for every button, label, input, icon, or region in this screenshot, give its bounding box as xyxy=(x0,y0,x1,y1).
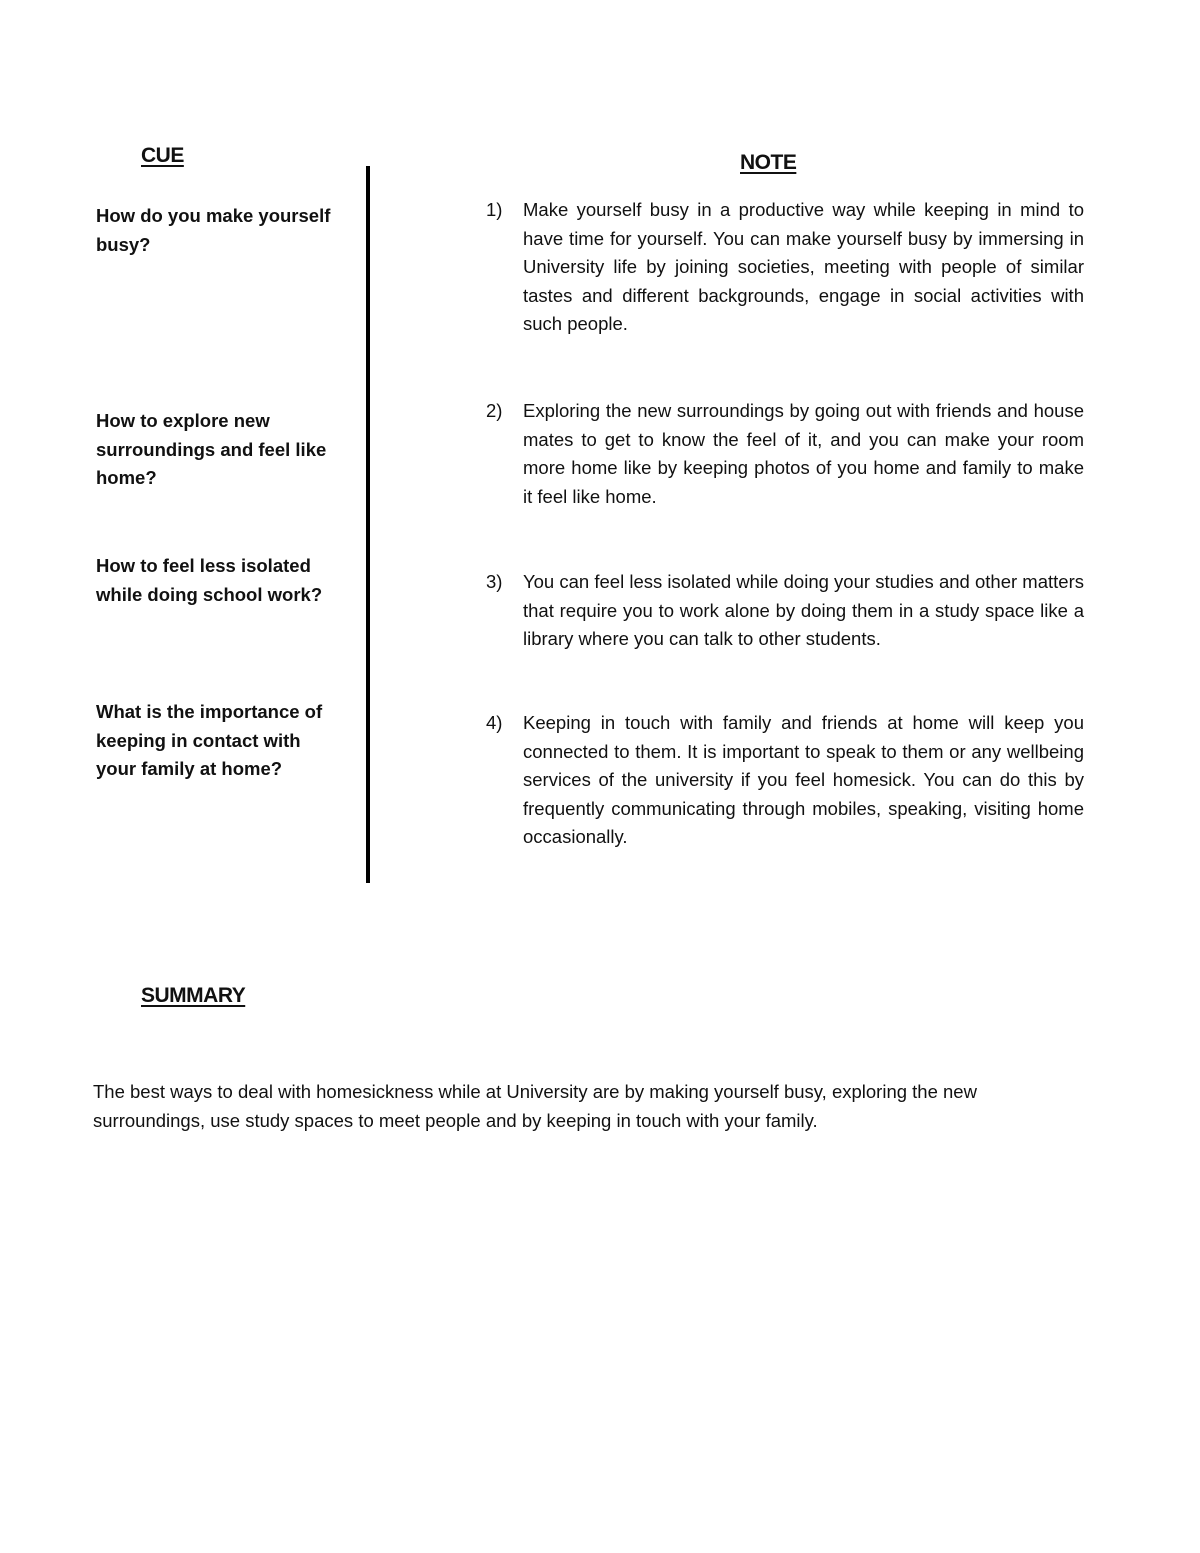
note-item-4 xyxy=(486,709,1084,852)
note-number: 4) xyxy=(486,712,503,733)
note-item-3 xyxy=(486,568,1084,654)
cue-question-2: How to explore new surroundings and feel like home? xyxy=(96,410,327,488)
note-text: Keeping in touch with family and friends at home will keep you connected to them. It is important to speak to them or any wellbeing services of the university if you feel homesick. You can do this by frequently communicating through mobiles, speaking, visiting home occasionally. xyxy=(523,712,1084,847)
note-text: You can feel less isolated while doing your studies and other matters that require you to work alone by doing them in a study space like a library where you can talk to other students. xyxy=(523,571,1084,649)
note-item-1 xyxy=(486,196,1084,339)
note-item-2 xyxy=(486,397,1084,511)
note-heading: NOTE xyxy=(740,151,797,174)
cue-question-1: How do you make yourself busy? xyxy=(96,205,331,255)
note-number: 1) xyxy=(486,199,503,220)
cue-question-3: How to feel less isolated while doing school work? xyxy=(96,555,323,605)
note-text: Make yourself busy in a productive way while keeping in mind to have time for yourself. You can make yourself busy by immersing in University life by joining societies, meeting with people of similar tastes and different backgrounds, engage in social activities with such people. xyxy=(523,199,1084,334)
cue-question-4: What is the importance of keeping in contact with your family at home? xyxy=(96,701,323,779)
note-number: 2) xyxy=(486,400,503,421)
note-number: 3) xyxy=(486,571,503,592)
column-divider xyxy=(366,166,370,883)
note-text: Exploring the new surroundings by going out with friends and house mates to get to know the feel of it, and you can make your room more home like by keeping photos of you home and family to make it feel like home. xyxy=(523,400,1084,507)
summary-text: The best ways to deal with homesickness while at University are by making yourself busy, exploring the new surroundings, use study spaces to meet people and by keeping in touch with your family. xyxy=(93,1081,977,1131)
summary-heading: SUMMARY xyxy=(141,984,246,1007)
cue-heading: CUE xyxy=(141,144,184,167)
